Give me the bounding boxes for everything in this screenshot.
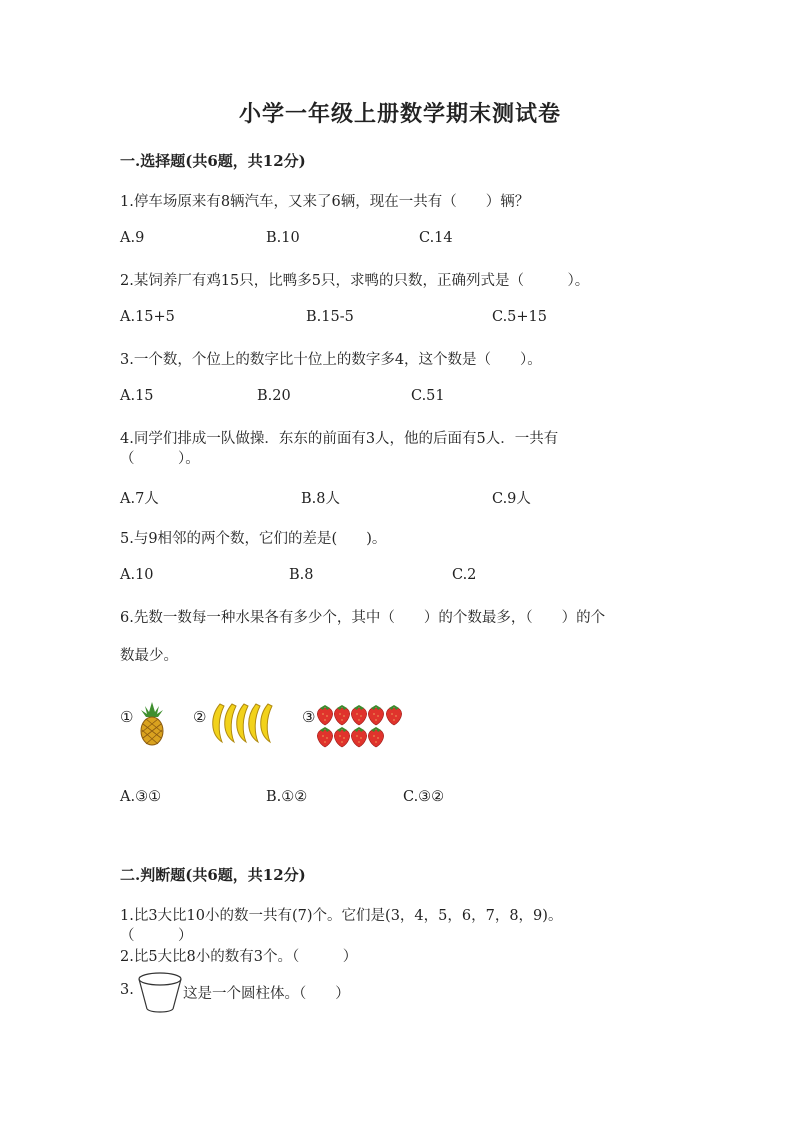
question-5: 5.与9相邻的两个数，它们的差是( )。 [120, 531, 387, 547]
figure-label-1: ① [120, 708, 134, 726]
bananas-icon [208, 700, 276, 746]
question-2: 2.某饲养厂有鸡15只，比鸭多5只，求鸭的只数，正确列式是（ ）。 [120, 273, 590, 289]
figure-label-3: ③ [302, 708, 316, 726]
q5-option-b: B.8 [289, 567, 314, 583]
section-heading-choice: 一.选择题(共6题，共12分) [120, 152, 306, 170]
q6-option-c: C.③② [403, 789, 445, 805]
q4-option-a: A.7人 [120, 491, 159, 507]
q3-option-b: B.20 [257, 388, 291, 404]
q3-option-a: A.15 [120, 388, 154, 404]
question-3: 3.一个数，个位上的数字比十位上的数字多4，这个数是（ ）。 [120, 352, 542, 368]
section-heading-judgement: 二.判断题(共6题，共12分) [120, 866, 306, 884]
q5-option-a: A.10 [120, 567, 154, 583]
q5-option-c: C.2 [452, 567, 477, 583]
judge-question-3-text: 这是一个圆柱体。（ ） [183, 986, 350, 1002]
q4-option-b: B.8人 [301, 491, 340, 507]
q1-option-a: A.9 [120, 230, 145, 246]
exam-title: 小学一年级上册数学期末测试卷 [238, 101, 561, 127]
bucket-icon [137, 971, 183, 1015]
question-4-line-2: （ ）。 [120, 451, 200, 467]
q2-option-b: B.15-5 [306, 309, 354, 325]
q1-option-b: B.10 [266, 230, 300, 246]
pineapple-icon [136, 700, 168, 746]
q6-option-a: A.③① [120, 789, 162, 805]
question-6-line-2: 数最少。 [120, 648, 178, 664]
judge-question-1-line-1: 1.比3大比10小的数一共有(7)个。它们是(3，4，5，6，7，8，9)。 [120, 908, 563, 924]
judge-question-3-prefix: 3. [120, 982, 134, 998]
figure-label-2: ② [193, 708, 207, 726]
strawberries-icon [316, 703, 406, 747]
q1-option-c: C.14 [419, 230, 453, 246]
question-1: 1.停车场原来有8辆汽车，又来了6辆，现在一共有（ ）辆？ [120, 194, 530, 210]
q2-option-a: A.15+5 [120, 309, 175, 325]
q4-option-c: C.9人 [492, 491, 531, 507]
question-4-line-1: 4.同学们排成一队做操．东东的前面有3人，他的后面有5人．一共有 [120, 431, 559, 447]
question-6-line-1: 6.先数一数每一种水果各有多少个，其中（ ）的个数最多，（ ）的个 [120, 610, 606, 626]
q3-option-c: C.51 [411, 388, 445, 404]
q6-option-b: B.①② [266, 789, 308, 805]
judge-question-1-line-2: （ ） [120, 928, 193, 944]
judge-question-2: 2.比5大比8小的数有3个。（ ） [120, 949, 358, 965]
q2-option-c: C.5+15 [492, 309, 548, 325]
